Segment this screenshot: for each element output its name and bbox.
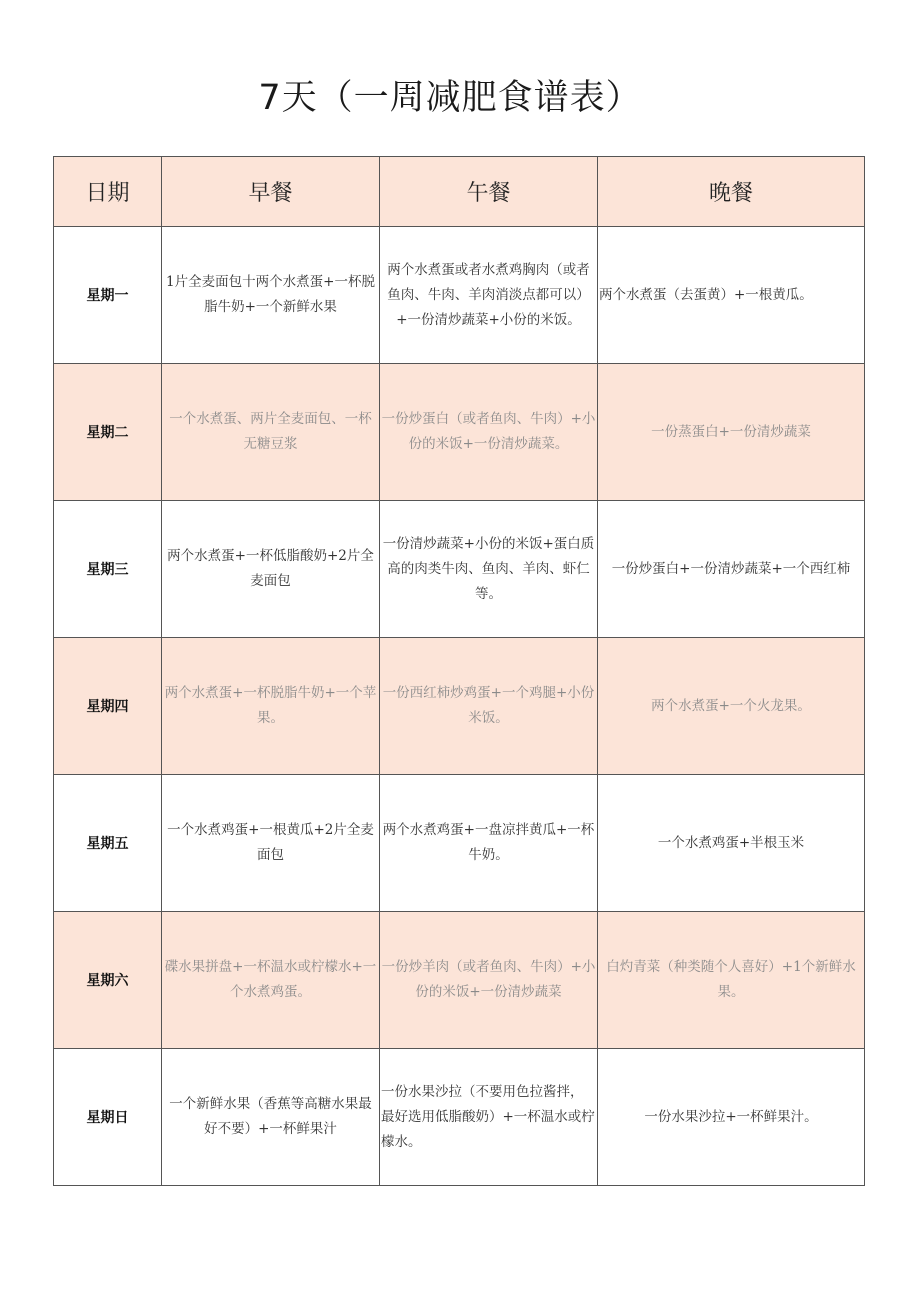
lunch-text: 两个水煮鸡蛋+一盘凉拌黄瓜+一杯牛奶。: [382, 822, 595, 863]
breakfast-cell: [162, 1049, 380, 1186]
breakfast-cell: [162, 638, 380, 775]
dinner-text: 两个水煮蛋+一个火龙果。: [651, 697, 811, 714]
table-row: [54, 227, 865, 364]
lunch-text: 一份西红柿炒鸡蛋+一个鸡腿+小份米饭。: [382, 685, 595, 726]
table-row: [54, 364, 865, 501]
dinner-cell: [598, 364, 865, 501]
lunch-cell: [380, 227, 598, 364]
breakfast-cell: [162, 912, 380, 1049]
dinner-text: 一份炒蛋白+一份清炒蔬菜+一个西红柿: [611, 560, 851, 577]
day-cell: 星期二: [54, 364, 162, 501]
lunch-text: 一份炒羊肉（或者鱼肉、牛肉）+小份的米饭+一份清炒蔬菜: [381, 959, 596, 1000]
header-dinner: 晚餐: [598, 157, 865, 227]
breakfast-cell: [162, 501, 380, 638]
lunch-cell: [380, 775, 598, 912]
day-cell: 星期五: [54, 775, 162, 912]
lunch-cell: [380, 364, 598, 501]
dinner-text: 白灼青菜（种类随个人喜好）+1个新鲜水果。: [606, 959, 856, 1000]
header-lunch: 午餐: [380, 157, 598, 227]
page-title: 7天（一周减肥食谱表）: [258, 78, 642, 118]
lunch-cell: [380, 912, 598, 1049]
lunch-text: 一份水果沙拉（不要用色拉酱拌，最好选用低脂酸奶）+一杯温水或柠檬水。: [381, 1083, 595, 1150]
day-cell: 星期三: [54, 501, 162, 638]
lunch-cell: [380, 638, 598, 775]
breakfast-cell: [162, 775, 380, 912]
dinner-cell: [598, 227, 865, 364]
header-row: [54, 157, 865, 227]
dinner-cell: [598, 775, 865, 912]
day-cell: 星期六: [54, 912, 162, 1049]
breakfast-cell: [162, 364, 380, 501]
table-row: [54, 638, 865, 775]
lunch-cell: [380, 1049, 598, 1186]
breakfast-text: 一个水煮蛋、两片全麦面包、一杯无糖豆浆: [169, 411, 372, 452]
breakfast-text: 1片全麦面包十两个水煮蛋+一杯脱脂牛奶+一个新鲜水果: [166, 274, 375, 315]
breakfast-text: 两个水煮蛋+一杯低脂酸奶+2片全麦面包: [167, 548, 374, 589]
dinner-cell: [598, 1049, 865, 1186]
lunch-cell: [380, 501, 598, 638]
dinner-cell: [598, 501, 865, 638]
table-row: [54, 912, 865, 1049]
table-row: [54, 775, 865, 912]
breakfast-cell: [162, 227, 380, 364]
breakfast-text: 碟水果拼盘+一杯温水或柠檬水+一个水煮鸡蛋。: [164, 959, 377, 1000]
lunch-text: 两个水煮蛋或者水煮鸡胸肉（或者鱼肉、牛肉、羊肉消淡点都可以）+一份清炒蔬菜+小份的米饭。: [387, 261, 590, 328]
lunch-text: 一份炒蛋白（或者鱼肉、牛肉）+小份的米饭+一份清炒蔬菜。: [381, 411, 596, 452]
breakfast-text: 一个水煮鸡蛋+一根黄瓜+2片全麦面包: [167, 822, 374, 863]
day-cell: 星期日: [54, 1049, 162, 1186]
breakfast-text: 两个水煮蛋+一杯脱脂牛奶+一个苹果。: [164, 685, 377, 726]
dinner-text: 一份蒸蛋白+一份清炒蔬菜: [651, 423, 811, 440]
dinner-text: 两个水煮蛋（去蛋黄）+一根黄瓜。: [599, 286, 813, 303]
dinner-text: 一份水果沙拉+一杯鲜果汁。: [644, 1108, 818, 1125]
breakfast-text: 一个新鲜水果（香蕉等高糖水果最好不要）+一杯鲜果汁: [169, 1096, 372, 1137]
table-row: [54, 501, 865, 638]
dinner-cell: [598, 912, 865, 1049]
table-row: [54, 1049, 865, 1186]
header-breakfast: 早餐: [162, 157, 380, 227]
lunch-text: 一份清炒蔬菜+小份的米饭+蛋白质高的肉类牛肉、鱼肉、羊肉、虾仁等。: [382, 535, 595, 602]
header-day: 日期: [54, 157, 162, 227]
dinner-cell: [598, 638, 865, 775]
weekly-meal-table: [53, 156, 865, 1186]
dinner-text: 一个水煮鸡蛋+半根玉米: [657, 834, 805, 851]
day-cell: 星期一: [54, 227, 162, 364]
day-cell: 星期四: [54, 638, 162, 775]
